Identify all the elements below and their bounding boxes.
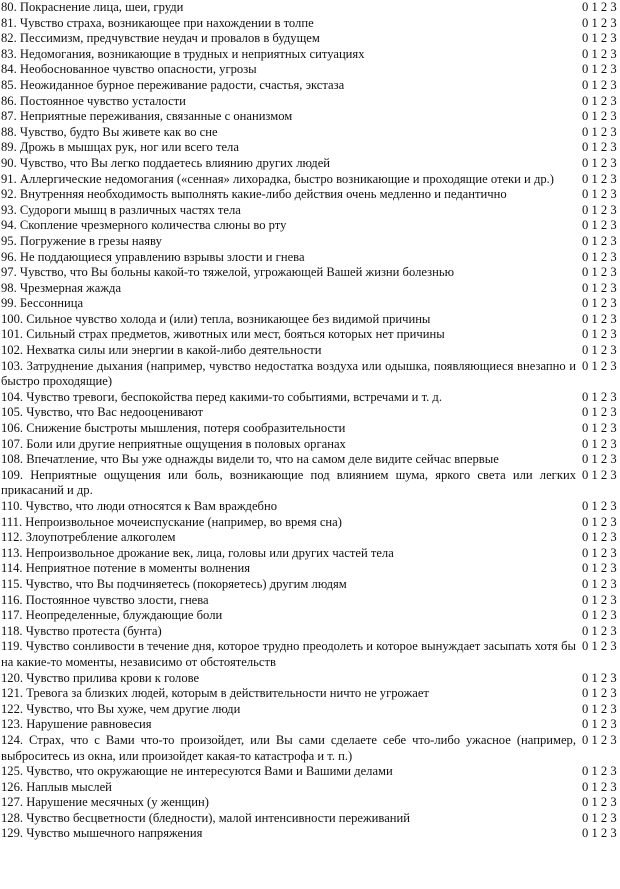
rating-scale: 0 1 2 3 (582, 576, 617, 591)
list-item (0, 296, 620, 312)
rating-scale: 0 1 2 3 (582, 389, 617, 404)
list-item (0, 16, 620, 32)
item-text: 118. Чувство протеста (бунта) (1, 623, 162, 638)
item-text: 103. Затруднение дыхания (например, чувство недостатка воздуха или одышка, появляющиеся внезапно и быстро проходящие) (1, 358, 576, 389)
rating-scale: 0 1 2 3 (582, 795, 617, 810)
rating-scale: 0 1 2 3 (582, 15, 617, 30)
item-text: 96. Не поддающиеся управлению взрывы злости и гнева (1, 249, 305, 264)
item-text: 108. Впечатление, что Вы уже однажды видели то, что на самом деле видите сейчас впервые (1, 452, 499, 467)
list-item (0, 0, 620, 16)
rating-scale: 0 1 2 3 (582, 514, 617, 529)
rating-scale: 0 1 2 3 (582, 249, 617, 264)
rating-scale: 0 1 2 3 (582, 608, 617, 623)
rating-scale: 0 1 2 3 (582, 0, 617, 14)
rating-scale: 0 1 2 3 (582, 358, 617, 373)
list-item (0, 733, 620, 764)
list-item (0, 343, 620, 359)
rating-scale: 0 1 2 3 (582, 405, 617, 420)
list-item (0, 608, 620, 624)
rating-scale: 0 1 2 3 (582, 233, 617, 248)
list-item (0, 811, 620, 827)
item-text: 122. Чувство, что Вы хуже, чем другие люди (1, 701, 241, 716)
list-item (0, 764, 620, 780)
rating-scale: 0 1 2 3 (582, 764, 617, 779)
item-text: 84. Необоснованное чувство опасности, угрозы (1, 62, 257, 77)
list-item (0, 31, 620, 47)
rating-scale: 0 1 2 3 (582, 623, 617, 638)
rating-scale: 0 1 2 3 (582, 810, 617, 825)
list-item (0, 187, 620, 203)
rating-scale: 0 1 2 3 (582, 467, 617, 482)
rating-scale: 0 1 2 3 (582, 202, 617, 217)
item-text: 114. Неприятное потение в моменты волнения (1, 561, 250, 576)
rating-scale: 0 1 2 3 (582, 592, 617, 607)
list-item (0, 47, 620, 63)
item-text: 119. Чувство сонливости в течение дня, которое трудно преодолеть и которое вынуждает засыпать хотя бы на какие-то моменты, независимо от обстоятельств (1, 639, 576, 669)
item-text: 91. Аллергические недомогания («сенная» лихорадка, быстро возникающие и проходящие отеки и др.) (1, 171, 554, 186)
rating-scale: 0 1 2 3 (582, 670, 617, 685)
item-text: 94. Скопление чрезмерного количества слюны во рту (1, 218, 287, 233)
rating-scale: 0 1 2 3 (582, 31, 617, 46)
rating-scale: 0 1 2 3 (582, 171, 617, 186)
rating-scale: 0 1 2 3 (582, 77, 617, 92)
list-item (0, 795, 620, 811)
list-item (0, 140, 620, 156)
item-text: 80. Покраснение лица, шеи, груди (1, 0, 184, 14)
list-item (0, 250, 620, 266)
item-text: 107. Боли или другие неприятные ощущения в половых органах (1, 436, 346, 451)
rating-scale: 0 1 2 3 (582, 779, 617, 794)
list-item (0, 515, 620, 531)
item-text: 129. Чувство мышечного напряжения (1, 826, 203, 841)
item-text: 98. Чрезмерная жажда (1, 280, 122, 295)
item-text: 99. Бессонница (1, 296, 84, 311)
list-item (0, 125, 620, 141)
item-text: 117. Неопределенные, блуждающие боли (1, 608, 223, 623)
rating-scale: 0 1 2 3 (582, 826, 617, 841)
item-text: 86. Постоянное чувство усталости (1, 93, 186, 108)
rating-scale: 0 1 2 3 (582, 296, 617, 311)
list-item (0, 717, 620, 733)
rating-scale: 0 1 2 3 (582, 561, 617, 576)
list-item (0, 530, 620, 546)
item-text: 100. Сильное чувство холода и (или) тепла, возникающее без видимой причины (1, 311, 431, 326)
list-item (0, 327, 620, 343)
list-item (0, 671, 620, 687)
item-text: 97. Чувство, что Вы больны какой-то тяжелой, угрожающей Вашей жизни болезнью (1, 265, 454, 280)
item-text: 90. Чувство, что Вы легко поддаетесь влиянию других людей (1, 155, 331, 170)
list-item (0, 156, 620, 172)
item-text: 121. Тревога за близких людей, которым в действительности ничто не угрожает (1, 686, 429, 701)
rating-scale: 0 1 2 3 (582, 124, 617, 139)
list-item (0, 405, 620, 421)
list-item (0, 312, 620, 328)
item-text: 128. Чувство бесцветности (бледности), малой интенсивности переживаний (1, 810, 411, 825)
list-item (0, 94, 620, 110)
item-text: 83. Недомогания, возникающие в трудных и неприятных ситуациях (1, 46, 365, 61)
item-text: 125. Чувство, что окружающие не интересуются Вами и Вашими делами (1, 764, 393, 779)
rating-scale: 0 1 2 3 (582, 499, 617, 513)
rating-scale: 0 1 2 3 (582, 93, 617, 108)
item-text: 124. Страх, что с Вами что-то произойдет, или Вы сами сделаете себе что-либо ужасное (например, выброситесь из окна, или произойдет какая-то катастрофа и т. п.) (1, 732, 576, 763)
item-text: 126. Наплыв мыслей (1, 779, 112, 794)
item-text: 87. Неприятные переживания, связанные с онанизмом (1, 109, 293, 124)
list-item (0, 452, 620, 468)
item-text: 92. Внутренняя необходимость выполнять какие-либо действия очень медленно и педантично (1, 187, 507, 202)
rating-scale: 0 1 2 3 (582, 62, 617, 77)
item-text: 101. Сильный страх предметов, животных или мест, бояться которых нет причины (1, 327, 445, 342)
item-text: 105. Чувство, что Вас недооценивают (1, 405, 204, 420)
list-item (0, 593, 620, 609)
rating-scale: 0 1 2 3 (582, 343, 617, 358)
list-item (0, 624, 620, 640)
item-text: 123. Нарушение равновесия (1, 717, 152, 732)
rating-scale: 0 1 2 3 (582, 265, 617, 280)
rating-scale: 0 1 2 3 (582, 155, 617, 170)
item-text: 89. Дрожь в мышцах рук, ног или всего тела (1, 140, 239, 155)
list-item (0, 359, 620, 390)
rating-scale: 0 1 2 3 (582, 436, 617, 451)
rating-scale: 0 1 2 3 (582, 187, 617, 202)
rating-scale: 0 1 2 3 (582, 280, 617, 295)
rating-scale: 0 1 2 3 (582, 701, 617, 716)
item-text: 81. Чувство страха, возникающее при нахождении в толпе (1, 15, 314, 30)
item-text: 113. Непроизвольное дрожание век, лица, головы или других частей тела (1, 545, 394, 560)
rating-scale: 0 1 2 3 (582, 109, 617, 124)
item-text: 106. Снижение быстроты мышления, потеря сообразительности (1, 421, 346, 436)
item-text: 110. Чувство, что люди относятся к Вам враждебно (1, 499, 277, 513)
list-item (0, 702, 620, 718)
list-item (0, 62, 620, 78)
rating-scale: 0 1 2 3 (582, 686, 617, 701)
item-text: 102. Нехватка силы или энергии в какой-либо деятельности (1, 343, 322, 358)
rating-scale: 0 1 2 3 (582, 46, 617, 61)
item-text: 127. Нарушение месячных (у женщин) (1, 795, 209, 810)
item-text: 88. Чувство, будто Вы живете как во сне (1, 124, 218, 139)
item-text: 104. Чувство тревоги, беспокойства перед какими-то событиями, встречами и т. д. (1, 389, 442, 404)
list-item (0, 218, 620, 234)
item-text: 112. Злоупотребление алкоголем (1, 530, 176, 545)
rating-scale: 0 1 2 3 (582, 140, 617, 155)
list-item (0, 421, 620, 437)
item-text: 116. Постоянное чувство злости, гнева (1, 592, 209, 607)
list-item (0, 561, 620, 577)
list-item (0, 686, 620, 702)
rating-scale: 0 1 2 3 (582, 421, 617, 436)
list-item (0, 780, 620, 796)
rating-scale: 0 1 2 3 (582, 452, 617, 467)
list-item (0, 639, 620, 670)
item-text: 115. Чувство, что Вы подчиняетесь (покоряетесь) другим людям (1, 576, 347, 591)
list-item (0, 172, 620, 188)
rating-scale: 0 1 2 3 (582, 717, 617, 732)
list-item (0, 203, 620, 219)
list-item (0, 265, 620, 281)
item-text: 93. Судороги мышц в различных частях тела (1, 202, 241, 217)
rating-scale: 0 1 2 3 (582, 218, 617, 233)
item-text: 120. Чувство прилива крови к голове (1, 670, 200, 685)
list-item (0, 468, 620, 499)
item-text: 82. Пессимизм, предчувствие неудач и провалов в будущем (1, 31, 320, 46)
rating-scale: 0 1 2 3 (582, 639, 617, 654)
rating-scale: 0 1 2 3 (582, 530, 617, 545)
rating-scale: 0 1 2 3 (582, 545, 617, 560)
rating-scale: 0 1 2 3 (582, 732, 617, 747)
list-item (0, 281, 620, 297)
rating-scale: 0 1 2 3 (582, 311, 617, 326)
item-text: 109. Неприятные ощущения или боль, возникающие под влиянием шума, яркого света или легких прикасаний и др. (1, 467, 576, 498)
item-text: 85. Неожиданное бурное переживание радости, счастья, экстаза (1, 77, 345, 92)
list-item (0, 78, 620, 94)
item-text: 111. Непроизвольное мочеиспускание (например, во время сна) (1, 514, 342, 529)
list-item (0, 109, 620, 125)
list-item (0, 546, 620, 562)
list-item (0, 390, 620, 406)
list-item (0, 826, 620, 842)
item-text: 95. Погружение в грезы наяву (1, 233, 162, 248)
list-item (0, 234, 620, 250)
rating-scale: 0 1 2 3 (582, 327, 617, 342)
list-item (0, 499, 620, 515)
list-item (0, 437, 620, 453)
list-item (0, 577, 620, 593)
